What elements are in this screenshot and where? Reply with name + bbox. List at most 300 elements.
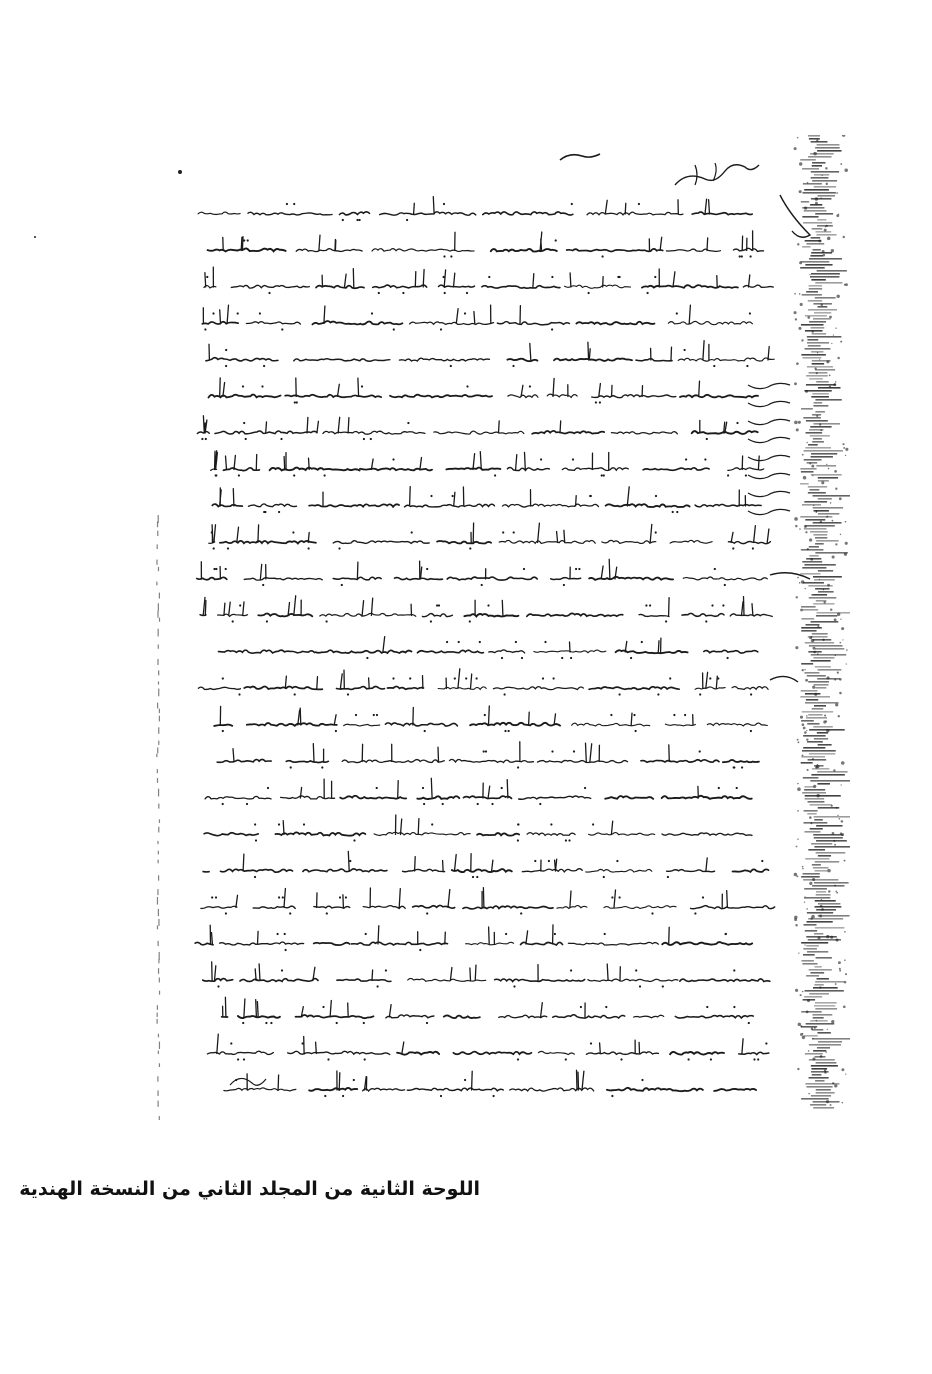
edge-speck (810, 558, 813, 561)
script-ascender (362, 601, 364, 616)
script-dot (620, 1058, 622, 1060)
script-dot (242, 385, 244, 387)
edge-texture-mark (806, 699, 818, 701)
edge-texture-mark (808, 486, 827, 488)
edge-speck (828, 890, 830, 892)
script-ascender (507, 780, 508, 798)
script-ascender (220, 310, 221, 324)
script-ascender (205, 273, 206, 287)
edge-texture-mark (801, 408, 813, 410)
script-stroke (680, 395, 758, 398)
script-dot (469, 547, 471, 549)
script-dot (302, 1042, 304, 1044)
edge-speck (805, 390, 808, 393)
edge-texture-mark (811, 1068, 827, 1070)
script-dot (484, 714, 486, 716)
script-ascender (578, 1072, 579, 1090)
script-ascender (699, 381, 700, 396)
script-dot (419, 949, 421, 951)
header-stroke (675, 165, 759, 185)
edge-speck (844, 284, 846, 286)
edge-texture-mark (803, 873, 820, 875)
script-stroke (463, 906, 553, 909)
script-ascender (660, 237, 662, 250)
script-stroke (316, 286, 364, 289)
script-dot (376, 714, 378, 716)
script-stroke (586, 1052, 658, 1055)
edge-texture-mark (807, 951, 828, 953)
script-ascender (450, 968, 452, 981)
script-dot (550, 823, 552, 825)
script-stroke (212, 504, 242, 506)
script-dot (645, 604, 647, 606)
margin-dot (158, 804, 159, 809)
script-ascender (298, 710, 300, 725)
script-ascender (339, 1073, 340, 1090)
edge-speck (811, 465, 814, 468)
script-dot (602, 255, 604, 257)
script-stroke (527, 833, 575, 836)
edge-texture-mark (814, 1005, 835, 1007)
script-ascender (582, 1071, 584, 1090)
script-dot (529, 385, 531, 387)
edge-speck (842, 135, 845, 137)
script-stroke (527, 613, 623, 616)
script-ascender (371, 598, 372, 615)
edge-speck (844, 959, 846, 961)
script-ascender (601, 566, 603, 579)
script-dot (215, 896, 217, 898)
edge-speck (835, 655, 837, 657)
edge-texture-mark (807, 813, 816, 815)
edge-texture-mark (805, 447, 831, 449)
script-stroke (201, 906, 237, 908)
script-ascender (455, 855, 457, 872)
edge-speck (798, 1023, 801, 1026)
edge-texture-mark (804, 924, 817, 926)
margin-dot (159, 716, 160, 722)
edge-speck (836, 892, 838, 894)
edge-texture-mark (813, 507, 843, 509)
edge-speck (833, 334, 834, 335)
edge-texture-mark (810, 972, 824, 974)
script-ascender (345, 274, 347, 287)
edge-texture-mark (806, 432, 823, 434)
edge-texture-mark (815, 399, 841, 401)
script-ascender (205, 601, 206, 616)
edge-texture-mark (815, 147, 840, 149)
edge-speck (840, 534, 841, 535)
edge-speck (833, 769, 835, 771)
margin-dot (157, 1076, 158, 1081)
edge-texture-mark (811, 654, 846, 656)
script-stroke (204, 833, 258, 836)
script-stroke (403, 869, 445, 871)
script-dot (292, 531, 294, 533)
script-ascender (260, 564, 261, 579)
script-dot (277, 933, 279, 935)
edge-texture-mark (805, 525, 835, 527)
script-dot (551, 750, 553, 752)
script-stroke (388, 686, 424, 689)
edge-speck (812, 686, 815, 689)
edge-texture-mark (815, 648, 845, 650)
script-stroke (553, 1015, 625, 1018)
edge-speck (820, 429, 822, 431)
edge-speck (806, 738, 808, 740)
script-ascender (564, 530, 565, 542)
script-stroke (707, 723, 767, 726)
edge-speck (822, 254, 825, 257)
edge-texture-mark (805, 642, 834, 644)
script-stroke (220, 942, 304, 945)
edge-speck (807, 316, 810, 319)
script-dot (227, 547, 229, 549)
edge-speck (804, 731, 807, 734)
edge-texture-mark (816, 909, 836, 911)
margin-note-stroke (748, 491, 790, 496)
script-stroke (491, 249, 557, 252)
script-stroke (668, 321, 752, 324)
script-stroke (231, 285, 309, 288)
edge-speck (835, 890, 837, 892)
script-dot (215, 458, 217, 460)
script-ascender (444, 270, 445, 287)
edge-speck (836, 214, 839, 217)
script-ascender (233, 489, 234, 506)
edge-speck (800, 303, 803, 306)
edge-texture-mark (807, 462, 818, 464)
script-ascender (673, 272, 675, 287)
script-dot (392, 458, 394, 460)
edge-texture-mark (806, 624, 820, 626)
margin-dot (157, 1090, 158, 1096)
script-ascender (706, 858, 707, 871)
script-dot (603, 876, 605, 878)
edge-texture-mark (803, 954, 815, 956)
margin-dot (159, 1063, 160, 1067)
edge-texture-mark (818, 477, 838, 479)
edge-texture-mark (813, 522, 842, 524)
edge-texture-mark (815, 900, 836, 902)
edge-texture-mark (808, 444, 818, 446)
edge-speck (797, 577, 799, 579)
edge-texture-mark (804, 810, 818, 812)
edge-speck (815, 202, 818, 205)
script-dot (706, 438, 708, 440)
script-stroke (666, 249, 720, 251)
script-ascender (611, 821, 612, 834)
margin-dot (156, 754, 157, 757)
script-dot (513, 531, 515, 533)
script-stroke (665, 724, 695, 726)
script-dot (765, 1042, 767, 1044)
margin-dot (158, 919, 159, 926)
edge-speck (820, 905, 823, 908)
script-stroke (587, 212, 683, 215)
script-stroke (285, 395, 381, 398)
script-stroke (417, 650, 483, 653)
script-dot (278, 511, 280, 513)
edge-texture-mark (804, 390, 831, 392)
edge-texture-mark (805, 264, 832, 266)
ink-speck (34, 236, 36, 238)
edge-texture-mark (803, 879, 838, 881)
margin-note-stroke (748, 383, 790, 388)
edge-texture-mark (804, 459, 822, 461)
script-ascender (577, 1070, 578, 1090)
script-dot (590, 1042, 592, 1044)
script-dot (501, 787, 503, 789)
edge-texture-mark (801, 549, 824, 551)
script-stroke (497, 322, 569, 325)
script-stroke (586, 869, 652, 872)
edge-texture-mark (816, 852, 846, 854)
script-ascender (415, 857, 416, 871)
script-dot (521, 657, 523, 659)
edge-texture-mark (814, 837, 843, 839)
margin-dot (157, 778, 158, 783)
edge-speck (801, 669, 803, 671)
script-dot (491, 803, 493, 805)
edge-texture-mark (801, 618, 814, 620)
script-stroke (734, 248, 764, 251)
script-stroke (208, 248, 286, 251)
script-ascender (689, 305, 690, 323)
margin-dot (158, 941, 159, 946)
script-dot (727, 657, 729, 659)
script-dot (324, 1095, 326, 1097)
script-stroke (450, 759, 534, 762)
script-ascender (433, 197, 434, 214)
edge-texture-mark (818, 570, 833, 572)
script-ascender (241, 237, 242, 250)
script-dot (517, 823, 519, 825)
script-stroke (510, 1088, 594, 1091)
edge-texture-mark (817, 612, 850, 614)
edge-texture-mark (807, 366, 833, 368)
edge-texture-mark (806, 243, 824, 245)
edge-speck (819, 915, 822, 918)
script-dot (268, 292, 270, 294)
script-ascender (744, 597, 745, 616)
script-dot (308, 547, 310, 549)
edge-speck (807, 769, 809, 771)
edge-speck (823, 589, 825, 591)
edge-texture-mark (803, 747, 825, 749)
edge-speck (845, 448, 848, 451)
edge-speck (794, 517, 798, 521)
edge-texture-mark (810, 426, 831, 428)
margin-dot (158, 670, 159, 675)
edge-texture-mark (802, 168, 819, 170)
script-dot (211, 531, 213, 533)
script-stroke (294, 359, 390, 361)
script-dot (246, 803, 248, 805)
edge-texture-mark (814, 186, 836, 188)
script-dot (438, 604, 440, 606)
edge-speck (839, 497, 842, 500)
script-dot (619, 896, 621, 898)
script-dot (601, 474, 603, 476)
edge-texture-mark (802, 609, 818, 611)
edge-texture-mark (803, 777, 819, 779)
edge-texture-mark (817, 1032, 830, 1034)
script-ascender (627, 487, 629, 506)
edge-texture-mark (808, 492, 826, 494)
script-ascender (205, 423, 206, 433)
margin-dot (157, 1101, 158, 1107)
edge-texture-mark (803, 1035, 817, 1037)
script-stroke (682, 613, 724, 616)
edge-texture-mark (801, 663, 813, 665)
edge-speck (816, 415, 818, 417)
script-ascender (258, 931, 259, 944)
script-dot (212, 312, 214, 314)
edge-texture-mark (805, 348, 831, 350)
edge-texture-mark (802, 960, 814, 962)
edge-speck (835, 543, 837, 545)
script-dot (270, 1022, 272, 1024)
edge-texture-mark (801, 756, 825, 758)
edge-texture-mark (801, 630, 816, 632)
script-dot (649, 604, 651, 606)
edge-speck (825, 720, 827, 722)
script-stroke (723, 760, 759, 762)
script-dot (481, 584, 483, 586)
edge-speck (825, 1051, 826, 1052)
script-ascender (229, 602, 231, 615)
script-stroke (592, 395, 676, 398)
edge-texture-mark (815, 411, 825, 413)
margin-dot (157, 703, 158, 709)
script-ascender (526, 931, 528, 944)
script-stroke (567, 249, 663, 252)
script-ascender (421, 567, 422, 579)
script-dot (281, 969, 283, 971)
edge-texture-mark (802, 561, 822, 563)
script-ascender (492, 860, 493, 871)
script-dot (657, 693, 659, 695)
edge-texture-mark (802, 504, 821, 506)
edge-texture-mark (810, 531, 828, 533)
script-ascender (525, 452, 526, 469)
script-dot (647, 292, 649, 294)
edge-speck (844, 860, 846, 862)
script-ascender (266, 422, 267, 433)
edge-texture-mark (806, 897, 830, 899)
script-dot (342, 219, 344, 221)
edge-texture-mark (808, 801, 825, 803)
edge-speck (796, 428, 799, 431)
script-stroke (616, 650, 688, 653)
script-dot (326, 912, 328, 914)
edge-speck (835, 488, 837, 490)
edge-texture-mark (810, 435, 830, 437)
script-dot (669, 677, 671, 679)
edge-texture-mark (817, 771, 847, 773)
script-dot (365, 933, 367, 935)
script-ascender (340, 674, 342, 689)
edge-speck (814, 368, 816, 370)
script-dot (446, 641, 448, 643)
edge-texture-mark (811, 273, 840, 275)
margin-note-stroke (748, 455, 790, 460)
script-dot (363, 438, 365, 440)
edge-texture-mark (802, 216, 818, 218)
edge-texture-mark (811, 453, 837, 455)
script-dot (338, 547, 340, 549)
edge-texture-mark (816, 381, 828, 383)
script-ascender (330, 1001, 331, 1018)
edge-speck (841, 761, 845, 765)
edge-speck (812, 758, 814, 760)
script-dot (217, 985, 219, 987)
edge-texture-mark (811, 1095, 831, 1097)
script-ascender (357, 562, 358, 579)
edge-speck (842, 443, 844, 445)
script-ascender (234, 455, 235, 469)
manuscript-svg (150, 135, 850, 1120)
script-ascender (483, 888, 484, 908)
script-ascender (443, 861, 444, 872)
edge-texture-mark (812, 363, 824, 365)
edge-texture-mark (813, 534, 827, 536)
script-stroke (495, 979, 585, 982)
script-dot (568, 839, 570, 841)
edge-texture-mark (802, 246, 810, 248)
script-dot (641, 1079, 643, 1081)
script-dot (736, 422, 738, 424)
edge-speck (794, 873, 797, 876)
script-stroke (604, 906, 676, 909)
edge-speck (817, 625, 819, 627)
edge-speck (826, 516, 828, 518)
script-dot (222, 803, 224, 805)
script-ascender (590, 744, 592, 762)
script-dot (555, 239, 557, 241)
script-ascender (529, 712, 530, 725)
edge-speck (799, 528, 801, 530)
edge-speck (831, 343, 832, 344)
script-stroke (532, 431, 604, 434)
edge-texture-mark (809, 1044, 841, 1046)
script-dot (573, 750, 575, 752)
script-dot (385, 969, 387, 971)
edge-speck (809, 816, 812, 819)
script-dot (563, 584, 565, 586)
script-stroke (547, 394, 577, 397)
script-stroke (437, 541, 491, 544)
edge-speck (834, 1084, 837, 1087)
script-ascender (258, 525, 259, 543)
script-dot (635, 730, 637, 732)
script-stroke (589, 833, 655, 836)
script-dot (409, 677, 411, 679)
script-dot (494, 474, 496, 476)
script-dot (733, 766, 735, 768)
script-dot (517, 766, 519, 768)
edge-speck (836, 192, 838, 194)
script-stroke (399, 358, 489, 361)
edge-texture-mark (808, 156, 831, 158)
edge-texture-mark (813, 987, 838, 989)
script-ascender (671, 347, 672, 360)
script-ascender (317, 421, 319, 433)
edge-speck (802, 868, 804, 870)
script-ascender (399, 889, 400, 908)
edge-texture-mark (801, 942, 828, 944)
